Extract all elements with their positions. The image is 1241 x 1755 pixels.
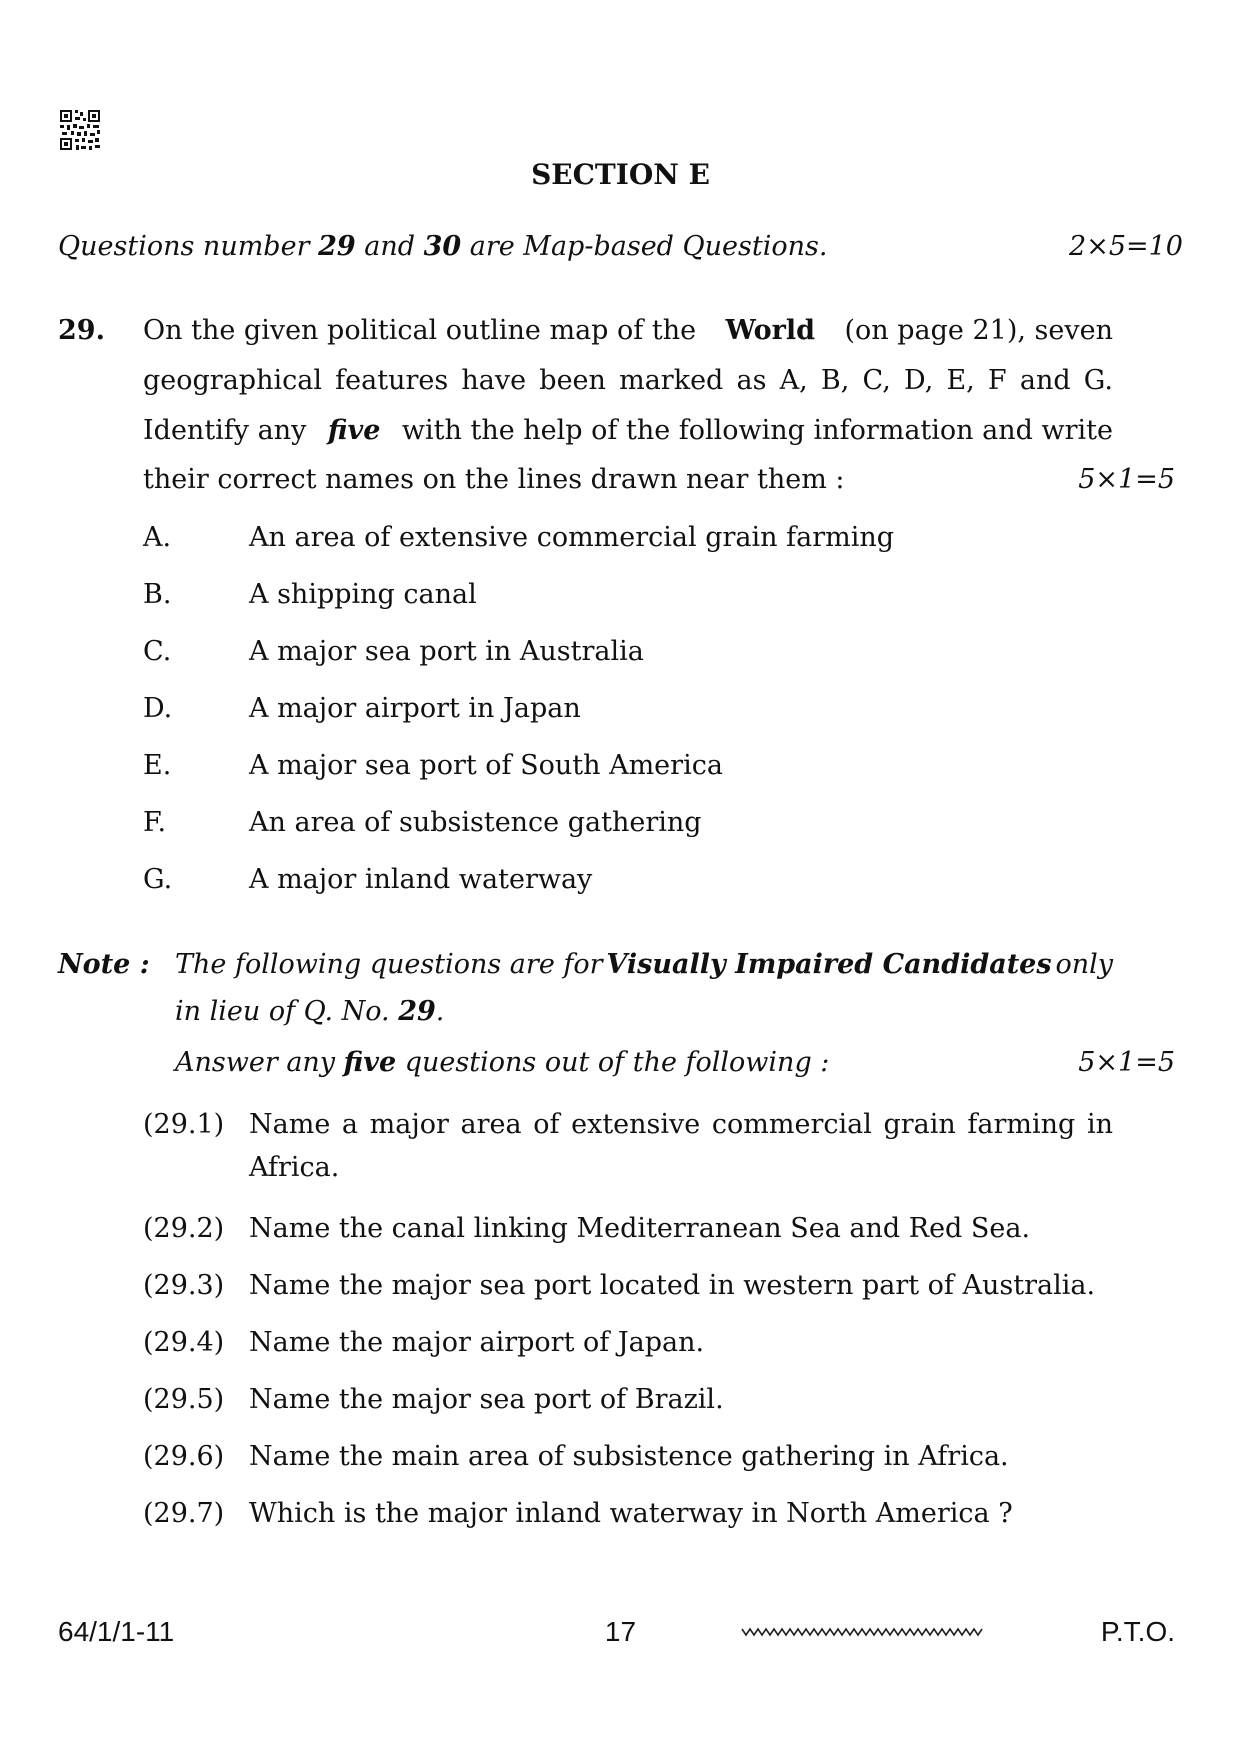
instructions-num2: 30 <box>423 231 462 262</box>
qr-code-icon <box>59 109 101 151</box>
option-text: A major sea port in Australia <box>249 636 644 667</box>
vi-question-number: (29.6) <box>143 1441 225 1472</box>
option-text: An area of subsistence gathering <box>249 807 702 838</box>
instructions-marks: 2×5=10 <box>1069 231 1183 262</box>
q29-line-4: their correct names on the lines drawn near them : <box>143 464 845 495</box>
vi-question-number: (29.1) <box>143 1109 225 1140</box>
q29-line3-a: Identify any <box>143 415 307 446</box>
note-line2-num: 29 <box>398 996 436 1027</box>
q29-line1-c: (on page 21), seven <box>844 315 1113 346</box>
option-letter: E. <box>143 750 172 781</box>
section-title: SECTION E <box>531 158 710 191</box>
option-text: An area of extensive commercial grain farming <box>249 522 895 553</box>
q29-marks: 5×1=5 <box>1078 464 1175 495</box>
q29-line-3 <box>143 417 1113 444</box>
option-text: A major inland waterway <box>249 864 593 895</box>
vi-question-number: (29.4) <box>143 1327 225 1358</box>
note-line1-vi: Visually Impaired Candidates <box>606 949 1052 980</box>
instructions-prefix: Questions number <box>58 231 319 262</box>
q29-line3-five: five <box>327 415 381 446</box>
instructions-line <box>58 233 827 260</box>
note-label: Note : <box>58 949 150 980</box>
option-letter: F. <box>143 807 167 838</box>
note-answer-a: Answer any <box>175 1047 336 1078</box>
note-line2-c: . <box>435 996 445 1027</box>
option-text: A major airport in Japan <box>249 693 581 724</box>
vi-question-number: (29.2) <box>143 1213 225 1244</box>
note-answer-c: questions out of the following : <box>404 1047 830 1078</box>
option-letter: A. <box>143 522 172 553</box>
option-letter: D. <box>143 693 173 724</box>
note-line1-c: only <box>1055 949 1113 980</box>
option-letter: B. <box>143 579 172 610</box>
question-number: 29. <box>58 315 105 346</box>
vi-question-text-cont: Africa. <box>249 1152 340 1183</box>
note-line-1 <box>175 951 1113 978</box>
q29-line3-c: with the help of the following information and write <box>401 415 1113 446</box>
vi-question-number: (29.5) <box>143 1384 225 1415</box>
instructions-num1: 29 <box>318 231 356 262</box>
vi-question-text: Name the main area of subsistence gathering in Africa. <box>249 1441 1009 1472</box>
note-answer-line <box>175 1049 829 1076</box>
option-text: A shipping canal <box>249 579 477 610</box>
q29-line1-a: On the given political outline map of the <box>143 315 697 346</box>
vi-question-number: (29.7) <box>143 1498 225 1529</box>
note-answer-five: five <box>343 1047 397 1078</box>
option-letter: C. <box>143 636 172 667</box>
footer-page-number: 17 <box>604 1616 637 1647</box>
vi-question-text: Name the major sea port of Brazil. <box>249 1384 724 1415</box>
instructions-suffix: are Map-based Questions. <box>461 231 828 262</box>
note-line2-a: in lieu of Q. No. <box>175 996 390 1027</box>
vi-question-text: Name the canal linking Mediterranean Sea and Red Sea. <box>249 1213 1031 1244</box>
footer-pto: P.T.O. <box>1100 1616 1175 1647</box>
vi-question-text: Name a major area of extensive commercial grain farming in <box>249 1109 1113 1140</box>
q29-line-2: geographical features have been marked as A, B, C, D, E, F and G. <box>143 365 1113 396</box>
q29-line-1 <box>143 317 1113 344</box>
instructions-and: and <box>355 231 424 262</box>
note-line-2 <box>175 998 444 1025</box>
vi-question-number: (29.3) <box>143 1270 225 1301</box>
option-text: A major sea port of South America <box>249 750 723 781</box>
option-letter: G. <box>143 864 173 895</box>
vi-question-text: Name the major sea port located in western part of Australia. <box>249 1270 1096 1301</box>
footer-wavy-line <box>740 1625 990 1639</box>
vi-question-text: Which is the major inland waterway in North America ? <box>249 1498 1013 1529</box>
vi-question-text: Name the major airport of Japan. <box>249 1327 705 1358</box>
note-marks: 5×1=5 <box>1078 1047 1175 1078</box>
q29-line1-world: World <box>725 315 816 346</box>
footer-code: 64/1/1-11 <box>58 1616 175 1647</box>
note-line1-a: The following questions are for <box>175 949 603 980</box>
